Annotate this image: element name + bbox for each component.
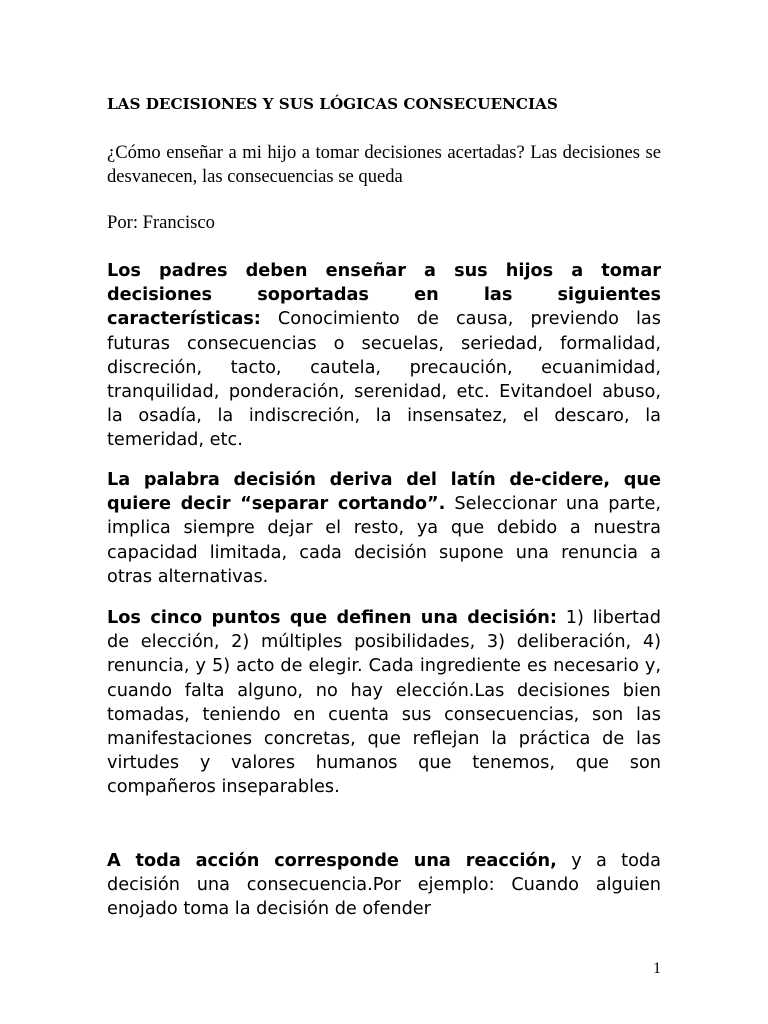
paragraph-body: Conocimiento de causa, previendo las futuras consecuencias o secuelas, seriedad, formalidad, discreción, tacto, cautela, precaución, ecuanimidad, tranquilidad, ponderación, serenidad, etc. Evitandoel abuso, la osadía, la indiscreción, la insensatez, el descaro, la temeridad, etc. [107, 309, 661, 451]
paragraph-characteristics [107, 259, 661, 453]
author-byline: Por: Francisco [107, 212, 215, 233]
paragraph-action-reaction [107, 849, 661, 922]
document-page [107, 0, 661, 1024]
document-title: LAS DECISIONES Y SUS LÓGICAS CONSECUENCIAS [107, 95, 558, 113]
paragraph-body: 1) libertad de elección, 2) múltiples posibilidades, 3) deliberación, 4) renuncia, y 5) acto de elegir. Cada ingrediente es necesario y, cuando falta alguno, no hay elección.Las decisiones bien tomadas, teniendo en cuenta sus consecuencias, son las manifestaciones concretas, que reflejan la práctica de las virtudes y valores humanos que tenemos, que son compañeros inseparables. [107, 608, 661, 798]
paragraph-lead: A toda acción corresponde una reacción, [107, 851, 557, 871]
paragraph-lead: Los padres deben enseñar a sus hijos a tomar decisiones soportadas en las siguientes características: [107, 261, 661, 330]
paragraph-body: y a toda decisión una consecuencia.Por ejemplo: Cuando alguien enojado toma la decisión de ofender [107, 851, 661, 920]
document-subtitle: ¿Cómo enseñar a mi hijo a tomar decisiones acertadas? Las decisiones se desvanecen, las consecuencias se queda [107, 142, 661, 187]
paragraph-lead: Los cinco puntos que definen una decisión: [107, 608, 557, 628]
paragraph-body: Seleccionar una parte, implica siempre dejar el resto, ya que debido a nuestra capacidad limitada, cada decisión supone una renuncia a otras alternativas. [107, 494, 661, 587]
paragraph-five-points [107, 606, 661, 800]
paragraph-lead: La palabra decisión deriva del latín de-cidere, que quiere decir “separar cortando”. [107, 470, 661, 515]
page-number: 1 [653, 960, 661, 977]
paragraph-etymology [107, 468, 661, 589]
